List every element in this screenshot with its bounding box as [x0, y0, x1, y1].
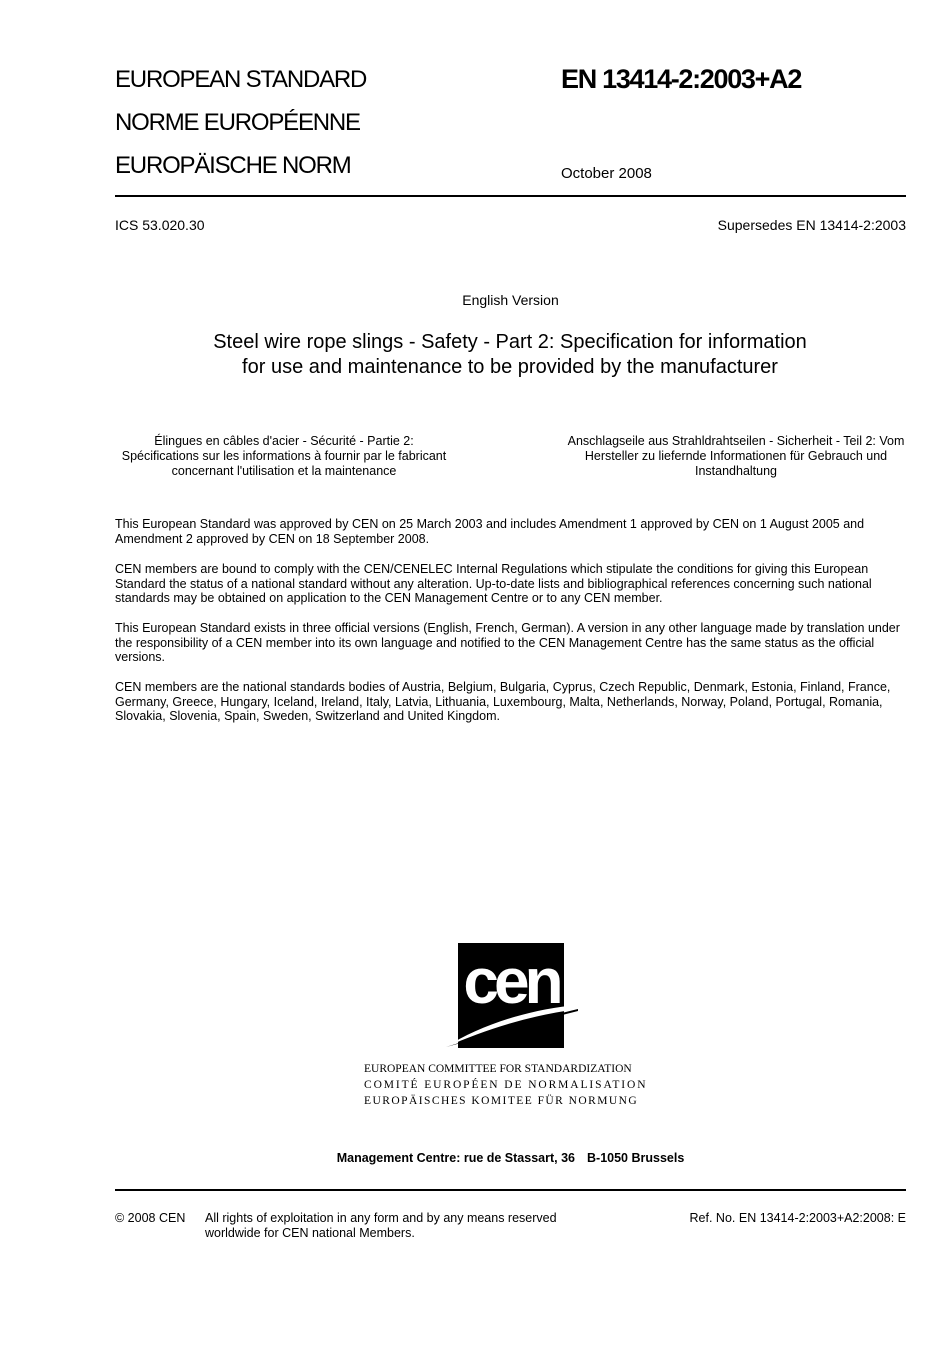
committee-name-en: EUROPEAN COMMITTEE FOR STANDARDIZATION: [364, 1063, 632, 1075]
committee-name-de: EUROPÄISCHES KOMITEE FÜR NORMUNG: [364, 1095, 639, 1107]
standard-title-en: EUROPEAN STANDARD: [115, 66, 367, 93]
german-title: Anschlagseile aus Strahldrahtseilen - Sicherheit - Teil 2: Vom Hersteller zu liefernde Informationen für Gebrauch und Instandhaltung: [567, 434, 905, 478]
document-title: Steel wire rope slings - Safety - Part 2: Specification for information for use and maintenance to be provided by the manufacturer: [213, 331, 807, 378]
header-rule: [115, 195, 906, 197]
members-paragraph: CEN members are the national standards bodies of Austria, Belgium, Bulgaria, Cyprus, Czech Republic, Denmark, Estonia, Finland, France, Germany, Greece, Hungary, Iceland, Ireland, Italy, Latvia, Lithuania, Luxembourg, Malta, Netherlands, Norway, Poland, Portugal, Romania, Slovakia, Slovenia, Spain, Sweden, Switzerland and United Kingdom.: [115, 680, 891, 723]
version-label: English Version: [462, 292, 559, 308]
compliance-paragraph: CEN members are bound to comply with the CEN/CENELEC Internal Regulations which stipulate the conditions for giving this European Standard the status of a national standard without any alteration. Up-to-date lists and bibliographical references concerning such national standards may be obtained on application to the CEN Management Centre or to any CEN member.: [115, 562, 872, 605]
rights-line-2: worldwide for CEN national Members.: [205, 1226, 415, 1240]
publication-date: October 2008: [561, 165, 652, 182]
ics-code: ICS 53.020.30: [115, 217, 205, 233]
french-title: Élingues en câbles d'acier - Sécurité - Partie 2: Spécifications sur les informations à fournir par le fabricant concernant l'utilisation et la maintenance: [121, 434, 447, 478]
cen-logo-swoosh: [440, 995, 580, 1051]
document-number: EN 13414-2:2003+A2: [561, 64, 802, 94]
standard-title-de: EUROPÄISCHE NORM: [115, 152, 351, 179]
supersedes: Supersedes EN 13414-2:2003: [717, 217, 906, 233]
management-centre-city: B-1050 Brussels: [587, 1151, 685, 1165]
standard-title-fr: NORME EUROPÉENNE: [115, 109, 360, 136]
copyright: © 2008 CEN: [115, 1211, 186, 1225]
footer-rule: [115, 1189, 906, 1191]
management-centre: [0, 1151, 950, 1165]
management-centre-address: Management Centre: rue de Stassart, 36: [336, 1151, 575, 1165]
versions-paragraph: This European Standard exists in three official versions (English, French, German). A version in any other language made by translation under the responsibility of a CEN member into its own language and notified to the CEN Management Centre has the same status as the official versions.: [115, 621, 900, 664]
cen-logo-text: cen: [463, 945, 559, 1017]
rights-line-1: All rights of exploitation in any form and by any means reserved: [205, 1211, 557, 1225]
approval-paragraph: This European Standard was approved by CEN on 25 March 2003 and includes Amendment 1 approved by CEN on 1 August 2005 and Amendment 2 approved by CEN on 18 September 2008.: [115, 517, 865, 546]
reference-number: Ref. No. EN 13414-2:2003+A2:2008: E: [689, 1211, 906, 1225]
committee-name-fr: COMITÉ EUROPÉEN DE NORMALISATION: [364, 1079, 648, 1091]
